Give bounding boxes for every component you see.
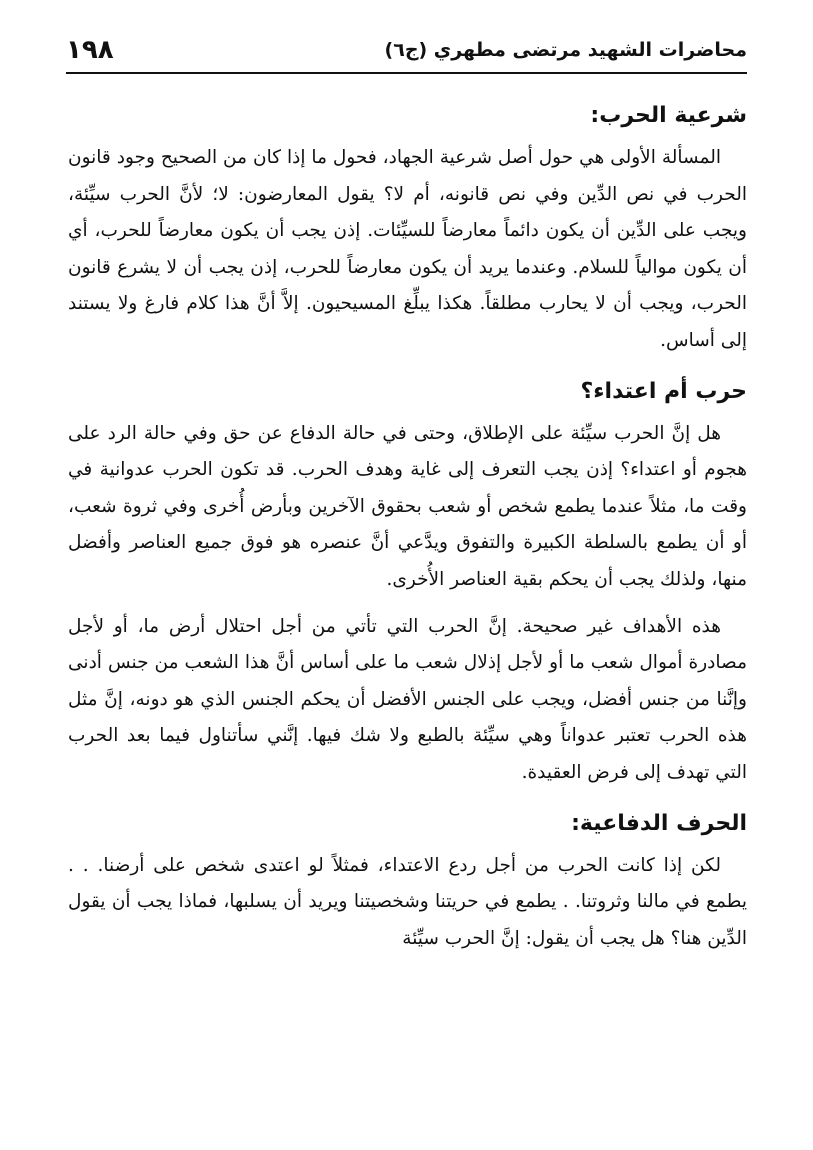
page-header	[66, 30, 747, 70]
section-heading-defensive-war: الحرف الدفاعية:	[571, 810, 747, 836]
section-heading-war-or-aggression: حرب أم اعتداء؟	[580, 378, 747, 404]
paragraph: لكن إذا كانت الحرب من أجل ردع الاعتداء، فمثلاً لو اعتدى شخص على أرضنا. . . يطمع في مالنا وثروتنا. . يطمع في حريتنا وشخصيتنا ويريد أن يسلبها، فماذا يجب أن يقول الدِّين هنا؟ هل يجب أن يقول: إنَّ الحرب سيِّئة	[68, 854, 747, 949]
paragraph: المسألة الأولى هي حول أصل شرعية الجهاد، فحول ما إذا كان من الصحيح وجود قانون الحرب في نص الدِّين وفي نص قانونه، أم لا؟ يقول المعارضون: لا؛ لأنَّ الحرب سيِّئة، ويجب على الدِّين أن يكون دائماً معارضاً للسيِّئات. إذن يجب أن يكون معارضاً للحرب، أي أن يكون موالياً للسلام. وعندما يريد أن يكون معارضاً للحرب، إذن يجب أن لا يشرع قانون الحرب، ويجب أن لا يحارب مطلقاً. هكذا يبلِّغ المسيحيون. إلاَّ أنَّ هذا كلام فارغ ولا يستند إلى أساس.	[68, 147, 747, 351]
section-heading-legitimacy: شرعية الحرب:	[590, 103, 747, 128]
running-title: محاضرات الشهيد مرتضى مطهري (ج٦)	[384, 39, 747, 61]
page-body	[68, 98, 747, 967]
paragraph: هذه الأهداف غير صحيحة. إنَّ الحرب التي تأتي من أجل احتلال أرض ما، أو لأجل مصادرة أموال شعب ما أو لأجل إذلال شعب ما على أساس أنَّ هذا الشعب من جنس أدنى وإنَّنا من جنس أفضل، ويجب على الجنس الأفضل أن يحكم الجنس الذي هو دونه، إنَّ مثل هذه الحرب تعتبر عدواناً وهي سيِّئة بالطبع ولا شك فيها. إنَّني سأتناول فيما بعد الحرب التي تهدف إلى فرض العقيدة.	[68, 615, 747, 783]
header-divider	[66, 72, 747, 74]
page-number: ١٩٨	[66, 35, 114, 65]
paragraph: هل إنَّ الحرب سيِّئة على الإطلاق، وحتى في حالة الدفاع عن حق وفي حالة الرد على هجوم أو اعتداء؟ إذن يجب التعرف إلى غاية وهدف الحرب. قد تكون الحرب عدوانية في وقت ما، مثلاً عندما يطمع شخص أو شعب بحقوق الآخرين وبأرض أُخرى وفي ثروة شعب، أو أن يطمع بالسلطة الكبيرة والتفوق ويدَّعي أنَّ عنصره هو فوق جميع العناصر وأفضل منها، ولذلك يجب أن يحكم بقية العناصر الأُخرى.	[68, 422, 747, 590]
